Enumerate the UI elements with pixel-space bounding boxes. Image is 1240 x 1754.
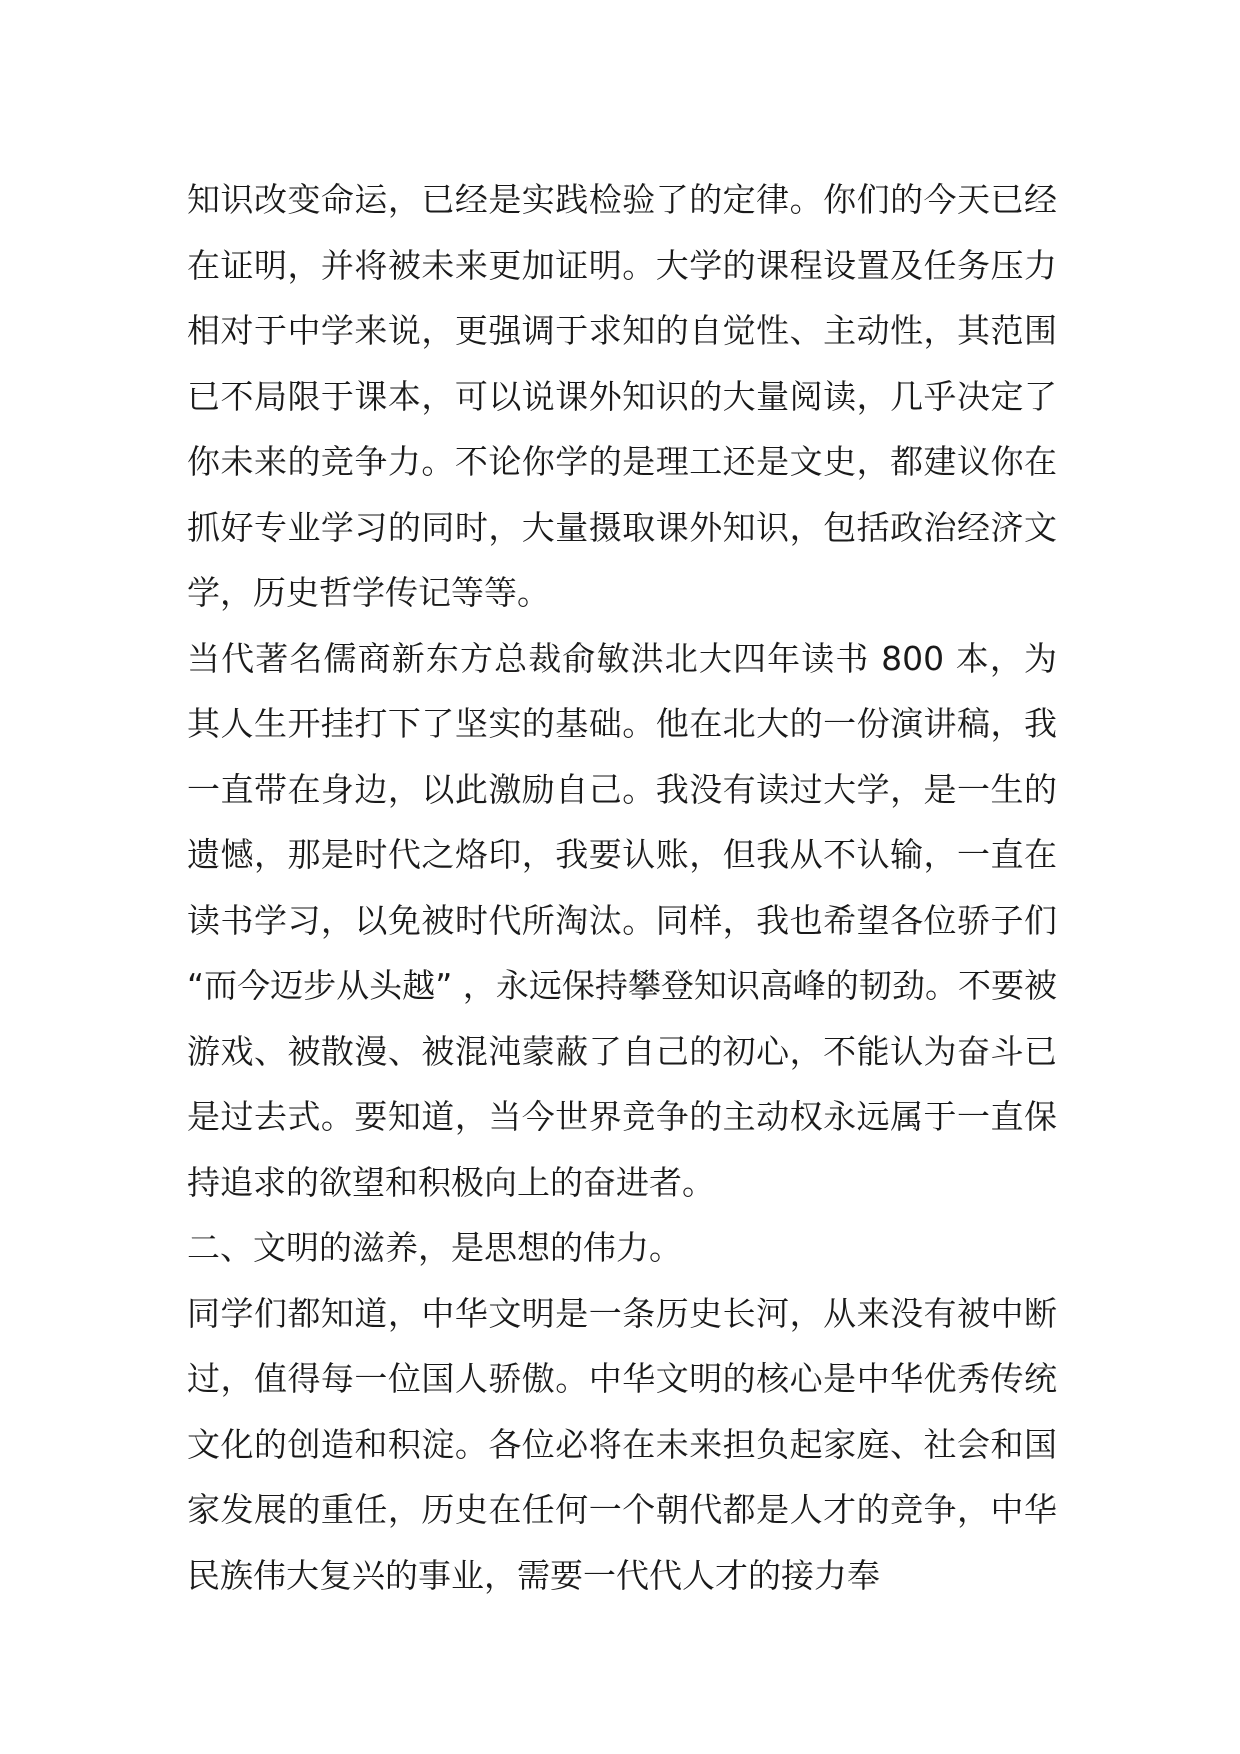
document-body (187, 167, 1057, 1608)
paragraph-knowledge-changes-destiny: 知识改变命运，已经是实践检验了的定律。你们的今天已经在证明，并将被未来更加证明。大学的课程设置及任务压力相对于中学来说，更强调于求知的自觉性、主动性，其范围已不局限于课本，可以说课外知识的大量阅读，几乎决定了你未来的竞争力。不论你学的是理工还是文史，都建议你在抓好专业学习的同时，大量摄取课外知识，包括政治经济文学，历史哲学传记等等。 (187, 180, 1057, 612)
paragraph-chinese-civilization: 同学们都知道，中华文明是一条历史长河，从来没有被中断过，值得每一位国人骄傲。中华文明的核心是中华优秀传统文化的创造和积淀。各位必将在未来担负起家庭、社会和国家发展的重任，历史在任何一个朝代都是人才的竞争，中华民族伟大复兴的事业，需要一代代人才的接力奉 (187, 1293, 1057, 1595)
section-heading-civilization: 二、文明的滋养，是思想的伟力。 (187, 1228, 682, 1267)
paragraph-yu-minhong-reading: 当代著名儒商新东方总裁俞敏洪北大四年读书 800 本，为其人生开挂打下了坚实的基础。他在北大的一份演讲稿，我一直带在身边，以此激励自己。我没有读过大学，是一生的遗憾，那是时代之烙印，我要认账，但我从不认输，一直在读书学习，以免被时代所淘汰。同样，我也希望各位骄子们“而今迈步从头越” ，永远保持攀登知识高峰的韧劲。不要被游戏、被散漫、被混沌蒙蔽了自己的初心，不能认为奋斗已是过去式。要知道，当今世界竞争的主动权永远属于一直保持追求的欲望和积极向上的奋进者。 (187, 638, 1057, 1202)
